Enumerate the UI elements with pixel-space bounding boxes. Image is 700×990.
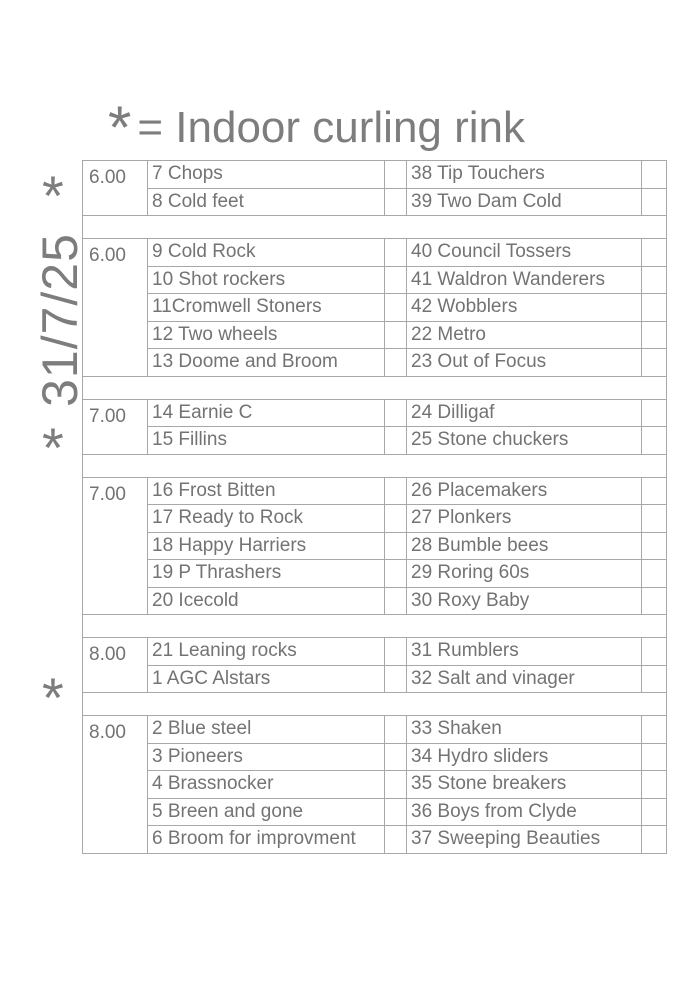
time-cell: 8.00 [83, 716, 148, 854]
spacer-row [83, 615, 667, 638]
schedule-table [82, 160, 667, 854]
table-row [83, 560, 667, 588]
team-a-cell: 21 Leaning rocks [148, 638, 385, 666]
spacer-row [83, 376, 667, 399]
team-b-cell: 29 Roring 60s [407, 560, 642, 588]
team-b-cell: 30 Roxy Baby [407, 587, 642, 615]
table-row [83, 716, 667, 744]
team-a-cell: 8 Cold feet [148, 188, 385, 216]
team-b-cell: 24 Dilligaf [407, 399, 642, 427]
team-a-cell: 7 Chops [148, 161, 385, 189]
team-a-cell: 5 Breen and gone [148, 798, 385, 826]
team-a-cell: 3 Pioneers [148, 743, 385, 771]
team-b-cell: 42 Wobblers [407, 294, 642, 322]
team-b-cell: 37 Sweeping Beauties [407, 826, 642, 854]
time-cell: 7.00 [83, 399, 148, 454]
team-b-cell: 39 Two Dam Cold [407, 188, 642, 216]
team-b-cell: 36 Boys from Clyde [407, 798, 642, 826]
team-a-cell: 9 Cold Rock [148, 239, 385, 267]
team-a-cell: 16 Frost Bitten [148, 477, 385, 505]
team-b-cell: 28 Bumble bees [407, 532, 642, 560]
team-b-cell: 33 Shaken [407, 716, 642, 744]
team-a-cell: 10 Shot rockers [148, 266, 385, 294]
team-b-cell: 27 Plonkers [407, 505, 642, 533]
team-a-cell: 12 Two wheels [148, 321, 385, 349]
table-row [83, 321, 667, 349]
page-title [108, 94, 526, 161]
team-b-cell: 35 Stone breakers [407, 771, 642, 799]
time-cell: 6.00 [83, 239, 148, 377]
table-row [83, 266, 667, 294]
team-a-cell: 18 Happy Harriers [148, 532, 385, 560]
team-a-cell: 4 Brassnocker [148, 771, 385, 799]
table-row [83, 239, 667, 267]
team-a-cell: 1 AGC Alstars [148, 665, 385, 693]
table-row [83, 505, 667, 533]
team-a-cell: 11Cromwell Stoners [148, 294, 385, 322]
spacer-row [83, 216, 667, 239]
table-row [83, 798, 667, 826]
asterisk-icon: * [42, 416, 64, 479]
team-a-cell: 6 Broom for improvment [148, 826, 385, 854]
time-cell: 8.00 [83, 638, 148, 693]
table-row [83, 188, 667, 216]
asterisk-icon: * [108, 94, 132, 161]
team-a-cell: 17 Ready to Rock [148, 505, 385, 533]
team-b-cell: 23 Out of Focus [407, 349, 642, 377]
asterisk-icon: * [42, 666, 64, 729]
team-b-cell: 41 Waldron Wanderers [407, 266, 642, 294]
spacer-row [83, 693, 667, 716]
table-row [83, 294, 667, 322]
team-a-cell: 15 Fillins [148, 427, 385, 455]
team-b-cell: 34 Hydro sliders [407, 743, 642, 771]
table-row [83, 743, 667, 771]
time-cell: 7.00 [83, 477, 148, 615]
title-text: = Indoor curling rink [137, 103, 526, 152]
table-row [83, 349, 667, 377]
asterisk-icon: * [42, 164, 64, 227]
team-b-cell: 32 Salt and vinager [407, 665, 642, 693]
team-b-cell: 40 Council Tossers [407, 239, 642, 267]
spacer-row [83, 454, 667, 477]
team-b-cell: 31 Rumblers [407, 638, 642, 666]
team-b-cell: 22 Metro [407, 321, 642, 349]
table-row [83, 532, 667, 560]
table-row [83, 826, 667, 854]
table-row [83, 771, 667, 799]
table-row [83, 638, 667, 666]
team-a-cell: 20 Icecold [148, 587, 385, 615]
table-row [83, 427, 667, 455]
time-cell: 6.00 [83, 161, 148, 216]
team-b-cell: 25 Stone chuckers [407, 427, 642, 455]
team-b-cell: 26 Placemakers [407, 477, 642, 505]
table-row [83, 477, 667, 505]
team-a-cell: 2 Blue steel [148, 716, 385, 744]
table-row [83, 399, 667, 427]
table-row [83, 161, 667, 189]
team-a-cell: 13 Doome and Broom [148, 349, 385, 377]
table-row [83, 665, 667, 693]
team-a-cell: 14 Earnie C [148, 399, 385, 427]
date-label: 31/7/25 [32, 233, 88, 407]
team-a-cell: 19 P Thrashers [148, 560, 385, 588]
team-b-cell: 38 Tip Touchers [407, 161, 642, 189]
table-row [83, 587, 667, 615]
